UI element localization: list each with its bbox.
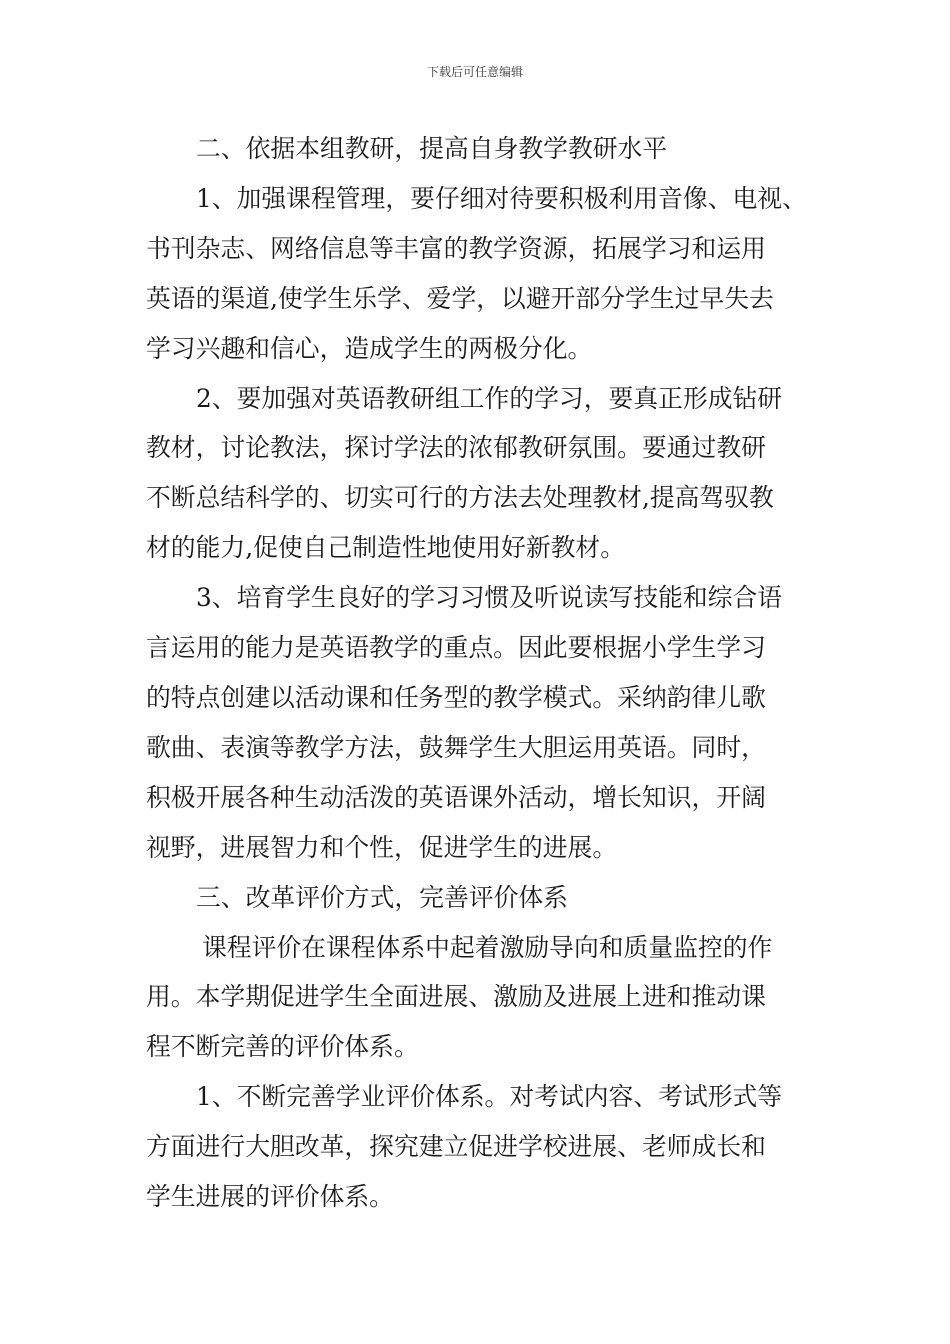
paragraph-line: 书刊杂志、网络信息等丰富的教学资源，拓展学习和运用 — [146, 233, 766, 263]
paragraph-line: 三、改革评价方式，完善评价体系 — [196, 882, 568, 912]
paragraph-line: 2、要加强对英语教研组工作的学习，要真正形成钻研 — [196, 383, 783, 413]
paragraph-line: 言运用的能力是英语教学的重点。因此要根据小学生学习 — [146, 633, 766, 663]
paragraph-line: 材的能力,促使自己制造性地使用好新教材。 — [146, 533, 626, 563]
paragraph-evaluation-intro — [146, 923, 810, 1073]
paragraph-item-2 — [146, 374, 810, 574]
paragraph-line: 1、加强课程管理，要仔细对待要积极利用音像、电视、 — [196, 183, 807, 213]
document-body — [146, 124, 810, 1222]
paragraph-line: 课程评价在课程体系中起着激励导向和质量监控的作 — [202, 932, 773, 962]
paragraph-item-1 — [146, 174, 810, 374]
paragraph-line: 教材，讨论教法，探讨学法的浓郁教研氛围。要通过教研 — [146, 433, 766, 463]
paragraph-line: 的特点创建以活动课和任务型的教学模式。采纳韵律儿歌 — [146, 682, 766, 712]
paragraph-line: 程不断完善的评价体系。 — [146, 1032, 419, 1062]
paragraph-item-3 — [146, 573, 810, 872]
paragraph-line: 视野，进展智力和个性，促进学生的进展。 — [146, 832, 618, 862]
section-heading-3 — [146, 873, 810, 923]
paragraph-line: 3、培育学生良好的学习习惯及听说读写技能和综合语 — [196, 583, 783, 613]
paragraph-line: 用。本学期促进学生全面进展、激励及进展上进和推动课 — [146, 982, 766, 1012]
paragraph-line: 方面进行大胆改革，探究建立促进学校进展、老师成长和 — [146, 1132, 766, 1162]
paragraph-line: 英语的渠道,使学生乐学、爱学，以避开部分学生过早失去 — [146, 283, 774, 313]
paragraph-evaluation-item-1 — [146, 1072, 810, 1222]
paragraph-line: 1、不断完善学业评价体系。对考试内容、考试形式等 — [196, 1082, 783, 1112]
paragraph-line: 积极开展各种生动活泼的英语课外活动，增长知识，开阔 — [146, 782, 766, 812]
page-header: 下载后可任意编辑 — [426, 65, 523, 79]
paragraph-line: 歌曲、表演等教学方法，鼓舞学生大胆运用英语。同时， — [146, 732, 766, 762]
paragraph-line: 二、依据本组教研，提高自身教学教研水平 — [196, 134, 668, 163]
paragraph-line: 学生进展的评价体系。 — [146, 1182, 394, 1212]
paragraph-line: 学习兴趣和信心，造成学生的两极分化。 — [146, 333, 593, 363]
paragraph-line: 不断总结科学的、切实可行的方法去处理教材,提高驾驭教 — [146, 483, 774, 513]
section-heading-2 — [146, 124, 810, 174]
